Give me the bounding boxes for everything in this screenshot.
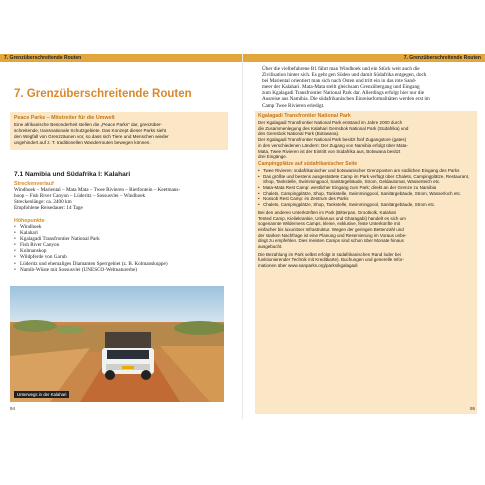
running-header-left: 7. Grenzüberschreitende Routen (0, 54, 242, 62)
peace-box-body (14, 122, 224, 146)
photo-illustration (10, 286, 224, 402)
park-box-line: die Zusammenlegung des Kalahari Gemsbok National Park (Südafrika) und (258, 125, 409, 131)
list-item: • Mata-Mata Rest Camp: westlicher Eingang zum Park; direkt an der Grenze zu Namibia (258, 185, 474, 191)
list-item: • Chalets, Campingplätze, Shop, Tankstelle, Swimmingpool, Sanitärgebäude, Strom, Wasserloch etc. (258, 191, 474, 197)
photo-caption: Unterwegs in der Kalahari (14, 391, 69, 398)
route-line: hoop – Fish River Canyon – Lüderitz – Sossusvlei – Windhoek (14, 193, 146, 200)
list-item: • Namib-Wüste mit Sossusvlei (UNESCO-Weltnaturerbe) (14, 267, 228, 273)
highlights-label: Höhepunkte (14, 218, 45, 224)
peace-box-line: den Wegfall von Grenzzäunen vor, so dass sich Tiere und Menschen wieder (14, 134, 169, 140)
camps-list (255, 168, 477, 208)
park-extra-line: einfacher bis luxuriöser Infrastruktur. Wegen der geringen Bettenzahl und (258, 226, 404, 232)
list-item: • Chalets, Campingplätze, Shop, Tankstelle, Swimmingpool, Sanitärgebäude, Strom etc. (258, 202, 474, 208)
peace-box-title: Peace Parks – Mitstreiter für die Umwelt (14, 115, 115, 121)
list-item: • Nossob Rest Camp: im Zentrum des Parks (258, 196, 474, 202)
running-header-right: 7. Grenzüberschreitende Routen (243, 54, 485, 62)
intro-line: zum Kgalagadi Transfrontier National Park dar. Allerdings erfolgt hier nur die (262, 90, 425, 97)
list-item: • Twee Rivieren: südafrikanischer und botswanischer Grenzposten am südlichen Eingang des Parks (258, 168, 474, 174)
park-box-line: drei Eingänge. (258, 154, 288, 160)
route-line: Windhoek – Mariental – Mata Mata – Twee Rivieren – Rietfontein – Keetmans- (14, 187, 181, 193)
park-extra-line: Tented Camp, Kieliekrankie, Urikaruus und Gharagabi) handelt es sich um (258, 215, 406, 221)
route-label: Streckenverlauf (14, 181, 54, 187)
park-box-title: Kgalagadi Transfrontier National Park (258, 113, 351, 119)
list-item: • Das größte und bestens ausgestattete Camp im Park verfügt über Chalets, Campingplätze, Restaurant, Shop, Tankstelle, Swimmingpool, Sanitärgebäude, Strom, Geldautomat, Wasserteich etc. (258, 174, 474, 185)
section-title: 7.1 Namibia und Südafrika I: Kalahari (14, 171, 131, 178)
park-website-line: mationen über www.sanparks.org/parks/kgalagadi (258, 263, 358, 269)
intro-line: Über die vielbefahrene B1 fährt man Windhoek und ein Stück weit auch die (262, 66, 420, 72)
route-length: Streckenlänge: ca. 2400 km (14, 199, 72, 206)
page-number-left: 94 (10, 406, 16, 411)
park-extra-line: Bei den anderen Unterkünften im Park (Bitterpan, Grootkolk, Kalahari (258, 209, 397, 215)
route-duration: Empfohlene Reisedauer: 14 Tage (14, 205, 83, 212)
list-item: • Kolmanskop (14, 248, 228, 254)
intro-line: meer der Kalahari. Mata-Mata stellt gleichsam Grenzübergang und Eingang (262, 84, 420, 91)
peace-parks-box (10, 112, 228, 150)
peace-box-line: ungehindert auf z. T. traditionellen Wanderrouten bewegen können. (14, 140, 151, 146)
intro-line: Camp Twee Rivieren erledigt. (262, 102, 325, 109)
list-item: • Kgalagadi Transfrontier National Park (14, 236, 228, 242)
park-extra-line: ausgebucht. (258, 244, 283, 250)
list-item: • Wildpferde von Garub (14, 254, 228, 260)
park-box-line: des Gemsbok National Park (Botswana). (258, 131, 340, 137)
intro-line: Ausreise aus Namibia. Die südafrikanischen Einreiseformalitäten werden erst im (262, 96, 430, 103)
park-extra-line: Die Bezahlung im Park selbst erfolgt in südafrikanischen Rand loder bei (258, 251, 401, 257)
intro-line: bei Mariental orientiert man sich nach Osten und tritt ein in das rote Sand- (262, 78, 417, 85)
page-gutter (242, 54, 243, 419)
peace-box-line: Eine afrikanische Besonderheit stellen die „Peace Parks“ dar, grenzüber- (14, 122, 163, 127)
intro-text (262, 66, 476, 109)
list-item: • Windhoek (14, 224, 228, 230)
page-number-right: 95 (470, 406, 476, 411)
chapter-title: 7. Grenzüberschreitende Routen (14, 88, 192, 100)
intro-line: Zivilisation hinter sich. Es geht gen Süden und damit Südafrika entgegen, doch (262, 72, 427, 79)
book-spread (0, 54, 485, 419)
peace-box-line: schreitende, transnationale Schutzgebiete. Das Konzept dieser Parks sieht (14, 128, 167, 134)
park-info-box (255, 111, 477, 414)
park-box-line: in den verschiedenen Ländern: Der Zugang von Namibia erfolgt über Mata- (258, 142, 408, 148)
kalahari-photo (10, 286, 224, 402)
camps-subtitle: Campingplätze auf südafrikanischer Seite (258, 160, 358, 167)
list-item: • Kalahari (14, 230, 228, 236)
list-item: • Lüderitz und ehemaliges Diamanten Sperrgebiet (z. B. Kolmanskuppe) (14, 261, 228, 267)
park-box-line: Mata, Twee Rivieren ist der Eintritt von Südafrika aus, Botswana besitzt (258, 148, 401, 154)
park-extra-line: funktionierender Technik mit Kreditkarte). Buchungen und generelle Infor- (258, 257, 405, 263)
park-box-line: Der Kgalagadi Transfrontier National Park besitzt fünf Zugangstore (gates) (258, 137, 407, 143)
park-extra-line: sogenannte Wilderness Camps, kleine, exklusive, feste Unterkünfte mit (258, 221, 400, 227)
highlights-block (14, 218, 228, 273)
route-block (14, 181, 228, 211)
highlights-list (14, 224, 228, 273)
list-item: • Fish River Canyon (14, 242, 228, 248)
park-extra-line: dingt zu empfehlen. Dies meisten Camps sind schon über Monate hinaus (258, 238, 404, 244)
park-box-line: Der Kgalagadi Transfrontier National Park entstand im Jahre 2000 durch (258, 120, 403, 125)
park-extra-line: der starken Nachfrage ist eine Planung und Reservierung im Voraus unbe- (258, 232, 407, 238)
